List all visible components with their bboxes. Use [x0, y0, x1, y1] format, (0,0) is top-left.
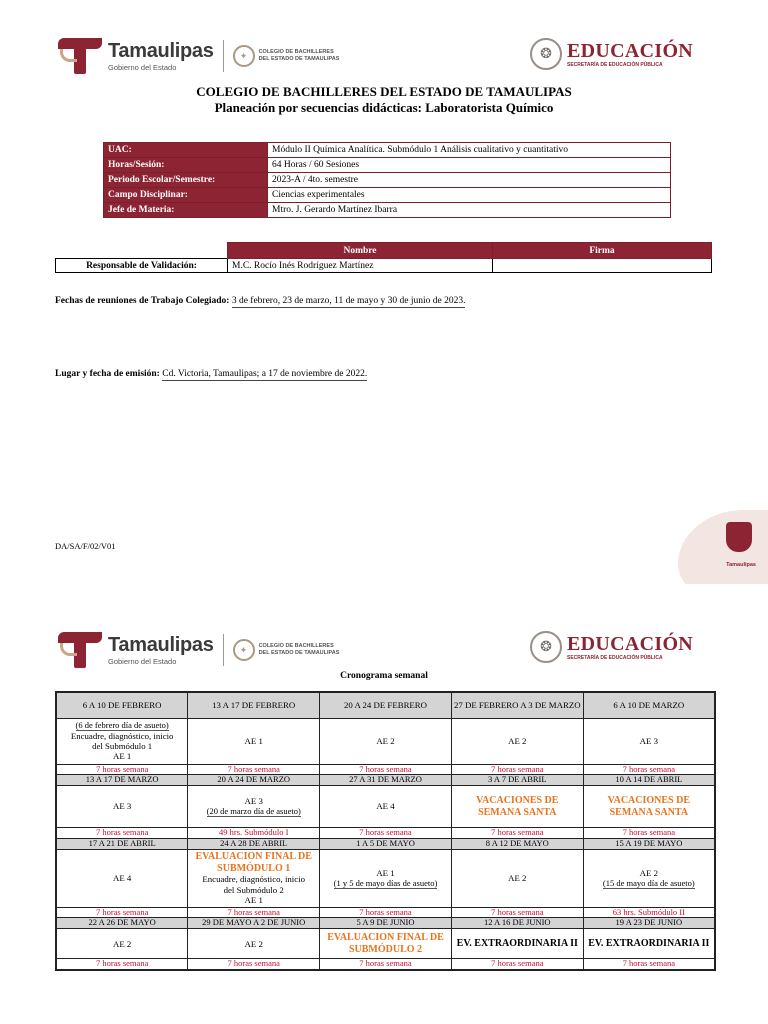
- fechas-value: 3 de febrero, 23 de marzo, 11 de mayo y 30 de junio de 2023.: [231, 296, 466, 306]
- week-hours: 7 horas semana: [583, 959, 715, 970]
- week-header: 20 A 24 DE FEBRERO: [320, 692, 452, 718]
- week-hours: 49 hrs. Submódulo I: [188, 828, 320, 839]
- week-header: 13 A 17 DE MARZO: [56, 775, 188, 786]
- lugar-fecha: Lugar y fecha de emisión: Cd. Victoria, Tamaulipas; a 17 de noviembre de 2022.: [55, 369, 368, 379]
- info-label: Periodo Escolar/Semestre:: [104, 173, 268, 188]
- week-activity: AE 4: [56, 849, 188, 907]
- week-header: 10 A 14 DE ABRIL: [583, 775, 715, 786]
- week-hours: 7 horas semana: [320, 907, 452, 918]
- week-hours: 7 horas semana: [451, 959, 583, 970]
- responsable-label: Responsable de Validación:: [56, 259, 228, 273]
- educacion-logo: ❂ EDUCACIÓN SECRETARÍA DE EDUCACIÓN PÚBLICA: [530, 38, 693, 70]
- tamaulipas-emblem-icon: [58, 36, 102, 76]
- mexico-eagle-icon: ❂: [530, 631, 562, 663]
- info-label: Jefe de Materia:: [104, 203, 268, 218]
- info-value: Mtro. J. Gerardo Martínez Ibarra: [268, 203, 671, 218]
- week-header: 1 A 5 DE MAYO: [320, 838, 452, 849]
- week-header: 6 A 10 DE MARZO: [583, 692, 715, 718]
- vacation-cell: VACACIONES DE SEMANA SANTA: [451, 786, 583, 828]
- week-header: 6 A 10 DE FEBRERO: [56, 692, 188, 718]
- document-code: DA/SA/F/02/V01: [55, 541, 116, 551]
- info-value: Módulo II Química Analítica. Submódulo 1 Análisis cualitativo y cuantitativo: [268, 143, 671, 158]
- course-info-table: [103, 142, 671, 218]
- mexico-eagle-icon: ❂: [530, 38, 562, 70]
- extraordinaria-cell: EV. EXTRAORDINARIA II: [451, 929, 583, 959]
- lugar-value: Cd. Victoria, Tamaulipas; a 17 de noviembre de 2022.: [162, 369, 368, 379]
- week-hours: 63 hrs. Submódulo II: [583, 907, 715, 918]
- tamaulipas-wordmark: Tamaulipas: [108, 39, 214, 62]
- week-activity: AE 2: [320, 718, 452, 764]
- eval-final-label: EVALUACION FINAL DE SUBMÓDULO 1: [195, 851, 312, 874]
- week-hours: 7 horas semana: [56, 828, 188, 839]
- tamaulipas-logo: Tamaulipas Gobierno del Estado ✦ COLEGIO DE BACHILLERES DEL ESTADO DE TAMAULIPAS: [58, 36, 339, 76]
- week-activity: AE 4: [320, 786, 452, 828]
- week-activity: AE 2: [451, 718, 583, 764]
- info-value: 2023-A / 4to. semestre: [268, 173, 671, 188]
- tamaulipas-emblem-icon: [58, 630, 102, 670]
- info-value: 64 Horas / 60 Sesiones: [268, 158, 671, 173]
- info-label: UAC:: [104, 143, 268, 158]
- week-header: 5 A 9 DE JUNIO: [320, 918, 452, 929]
- validation-table: [55, 242, 712, 273]
- extraordinaria-cell: EV. EXTRAORDINARIA II: [583, 929, 715, 959]
- info-label: Campo Disciplinar:: [104, 188, 268, 203]
- educacion-wordmark: EDUCACIÓN: [567, 39, 694, 62]
- responsable-firma: [493, 259, 712, 273]
- week-activity: AE 3 (20 de marzo día de asueto): [188, 786, 320, 828]
- week-header: 8 A 12 DE MAYO: [451, 838, 583, 849]
- week-activity: AE 2: [188, 929, 320, 959]
- fechas-reuniones: Fechas de reuniones de Trabajo Colegiado: 3 de febrero, 23 de marzo, 11 de mayo y 30 de junio de 2023.: [55, 296, 466, 306]
- tamaulipas-logo: Tamaulipas Gobierno del Estado ✦ COLEGIO DE BACHILLERES DEL ESTADO DE TAMAULIPAS: [58, 630, 339, 670]
- week-activity: AE 3: [56, 786, 188, 828]
- week-hours: 7 horas semana: [188, 907, 320, 918]
- week-activity: AE 1: [188, 718, 320, 764]
- week-hours: 7 horas semana: [583, 828, 715, 839]
- week-hours: 7 horas semana: [320, 959, 452, 970]
- eval-final-label: EVALUACION FINAL DE SUBMÓDULO 2: [320, 929, 452, 959]
- week-header: 19 A 23 DE JUNIO: [583, 918, 715, 929]
- week-hours: 7 horas semana: [56, 764, 188, 775]
- info-label: Horas/Sesión:: [104, 158, 268, 173]
- responsable-nombre: M.C. Rocío Inés Rodríguez Martínez: [228, 259, 493, 273]
- corner-decoration: Tamaulipas: [668, 504, 768, 584]
- week-activity: AE 1 (1 y 5 de mayo días de asueto): [320, 849, 452, 907]
- week-header: 27 A 31 DE MARZO: [320, 775, 452, 786]
- week-header: 15 A 19 DE MAYO: [583, 838, 715, 849]
- document-title: Planeación por secuencias didácticas: Laboratorista Químico: [214, 100, 554, 115]
- week-hours: 7 horas semana: [451, 907, 583, 918]
- gobierno-label: Gobierno del Estado: [108, 62, 177, 72]
- week-activity: AE 2: [451, 849, 583, 907]
- week-hours: 7 horas semana: [451, 828, 583, 839]
- week-hours: 7 horas semana: [56, 907, 188, 918]
- week-hours: 7 horas semana: [56, 959, 188, 970]
- educacion-logo: ❂ EDUCACIÓN SECRETARÍA DE EDUCACIÓN PÚBLICA: [530, 631, 693, 663]
- week-hours: 7 horas semana: [320, 828, 452, 839]
- week-hours: 7 horas semana: [188, 764, 320, 775]
- cobat-seal-icon: ✦: [233, 45, 255, 67]
- school-title: COLEGIO DE BACHILLERES DEL ESTADO DE TAMAULIPAS: [196, 84, 572, 99]
- firma-header: Firma: [493, 243, 712, 259]
- week-hours: 7 horas semana: [320, 764, 452, 775]
- week-header: 27 DE FEBRERO A 3 DE MARZO: [451, 692, 583, 718]
- info-value: Ciencias experimentales: [268, 188, 671, 203]
- week-header: 29 DE MAYO A 2 DE JUNIO: [188, 918, 320, 929]
- week-hours: 7 horas semana: [451, 764, 583, 775]
- week-activity: AE 3: [583, 718, 715, 764]
- nombre-header: Nombre: [228, 243, 493, 259]
- week-header: 12 A 16 DE JUNIO: [451, 918, 583, 929]
- week-header: 22 A 26 DE MAYO: [56, 918, 188, 929]
- cronograma-table: [55, 691, 716, 971]
- week-activity: EVALUACION FINAL DE SUBMÓDULO 1 Encuadre, diagnóstico, inicio del Submódulo 2 AE 1: [188, 849, 320, 907]
- state-shield-icon: [726, 522, 752, 552]
- week-header: 13 A 17 DE FEBRERO: [188, 692, 320, 718]
- week-activity: AE 2 (15 de mayo día de asueto): [583, 849, 715, 907]
- week-header: 20 A 24 DE MARZO: [188, 775, 320, 786]
- cobat-seal-icon: ✦: [233, 639, 255, 661]
- week-hours: 7 horas semana: [188, 959, 320, 970]
- week-header: 3 A 7 DE ABRIL: [451, 775, 583, 786]
- week-header: 24 A 28 DE ABRIL: [188, 838, 320, 849]
- cronograma-title: Cronograma semanal: [340, 671, 428, 681]
- vacation-cell: VACACIONES DE SEMANA SANTA: [583, 786, 715, 828]
- week-hours: 7 horas semana: [583, 764, 715, 775]
- week-activity: (6 de febrero día de asueto) Encuadre, diagnóstico, inicio del Submódulo 1 AE 1: [56, 718, 188, 764]
- week-activity: AE 2: [56, 929, 188, 959]
- week-header: 17 A 21 DE ABRIL: [56, 838, 188, 849]
